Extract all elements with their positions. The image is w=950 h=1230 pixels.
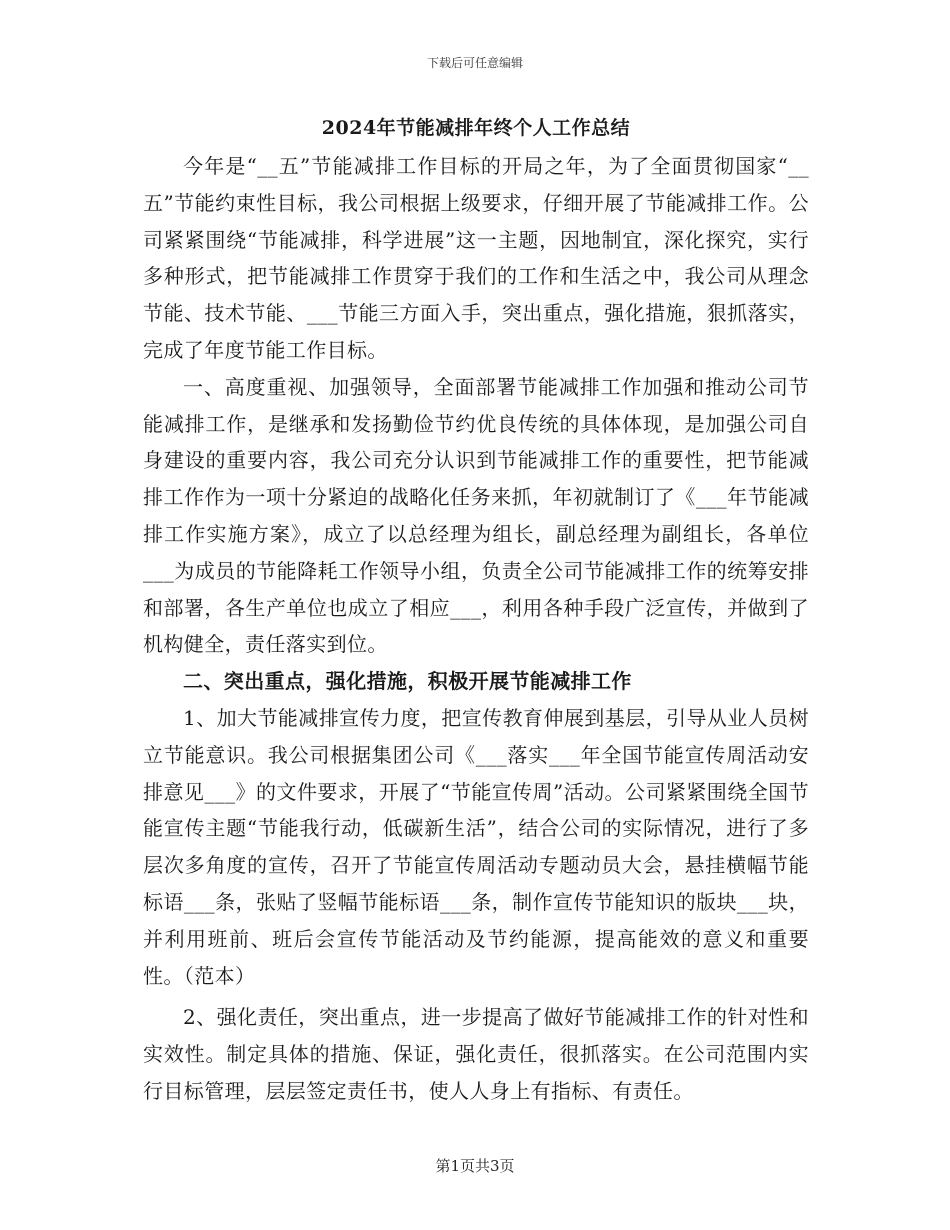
document-body bbox=[143, 108, 809, 1110]
paragraph-item-one: 1、加大节能减排宣传力度，把宣传教育伸展到基层，引导从业人员树立节能意识。我公司根据集团公司《___落实___年全国节能宣传周活动安排意见___》的文件要求，开展了“节能宣传周”活动。公司紧紧围绕全国节能宣传主题“节能我行动，低碳新生活”，结合公司的实际情况，进行了多层次多角度的宣传，召开了节能宣传周活动专题动员大会，悬挂横幅节能标语___条，张贴了竖幅节能标语___条，制作宣传节能知识的版块___块，并利用班前、班后会宣传节能活动及节约能源，提高能效的意义和重要性。（范本） bbox=[143, 705, 809, 988]
paragraph-intro: 今年是“__五”节能减排工作目标的开局之年，为了全面贯彻国家“__五”节能约束性目标，我公司根据上级要求，仔细开展了节能减排工作。公司紧紧围绕“节能减排，科学进展”这一主题，因地制宜，深化探究，实行多种形式，把节能减排工作贯穿于我们的工作和生活之中，我公司从理念节能、技术节能、___节能三方面入手，突出重点，强化措施，狠抓落实，完成了年度节能工作目标。 bbox=[143, 154, 809, 362]
paragraph-section-one: 一、高度重视、加强领导，全面部署节能减排工作加强和推动公司节能减排工作，是继承和发扬勤俭节约优良传统的具体体现，是加强公司自身建设的重要内容，我公司充分认识到节能减排工作的重要性，把节能减排工作作为一项十分紧迫的战略化任务来抓，年初就制订了《___年节能减排工作实施方案》，成立了以总经理为组长，副总经理为副组长，各单位___为成员的节能降耗工作领导小组，负责全公司节能减排工作的统筹安排和部署，各生产单位也成立了相应___，利用各种手段广泛宣传，并做到了机构健全，责任落实到位。 bbox=[143, 374, 809, 657]
paragraph-item-two: 2、强化责任，突出重点，进一步提高了做好节能减排工作的针对性和实效性。制定具体的措施、保证，强化责任，很抓落实。在公司范围内实行目标管理，层层签定责任书，使人人身上有指标、有责任。 bbox=[143, 1005, 809, 1103]
section-heading-two: 二、突出重点，强化措施，积极开展节能减排工作 bbox=[183, 669, 632, 694]
page-number-footer: 第1页共3页 bbox=[435, 1157, 515, 1175]
document-title: 2024年节能减排年终个人工作总结 bbox=[321, 117, 631, 139]
header-note: 下载后可任意编辑 bbox=[426, 56, 523, 70]
